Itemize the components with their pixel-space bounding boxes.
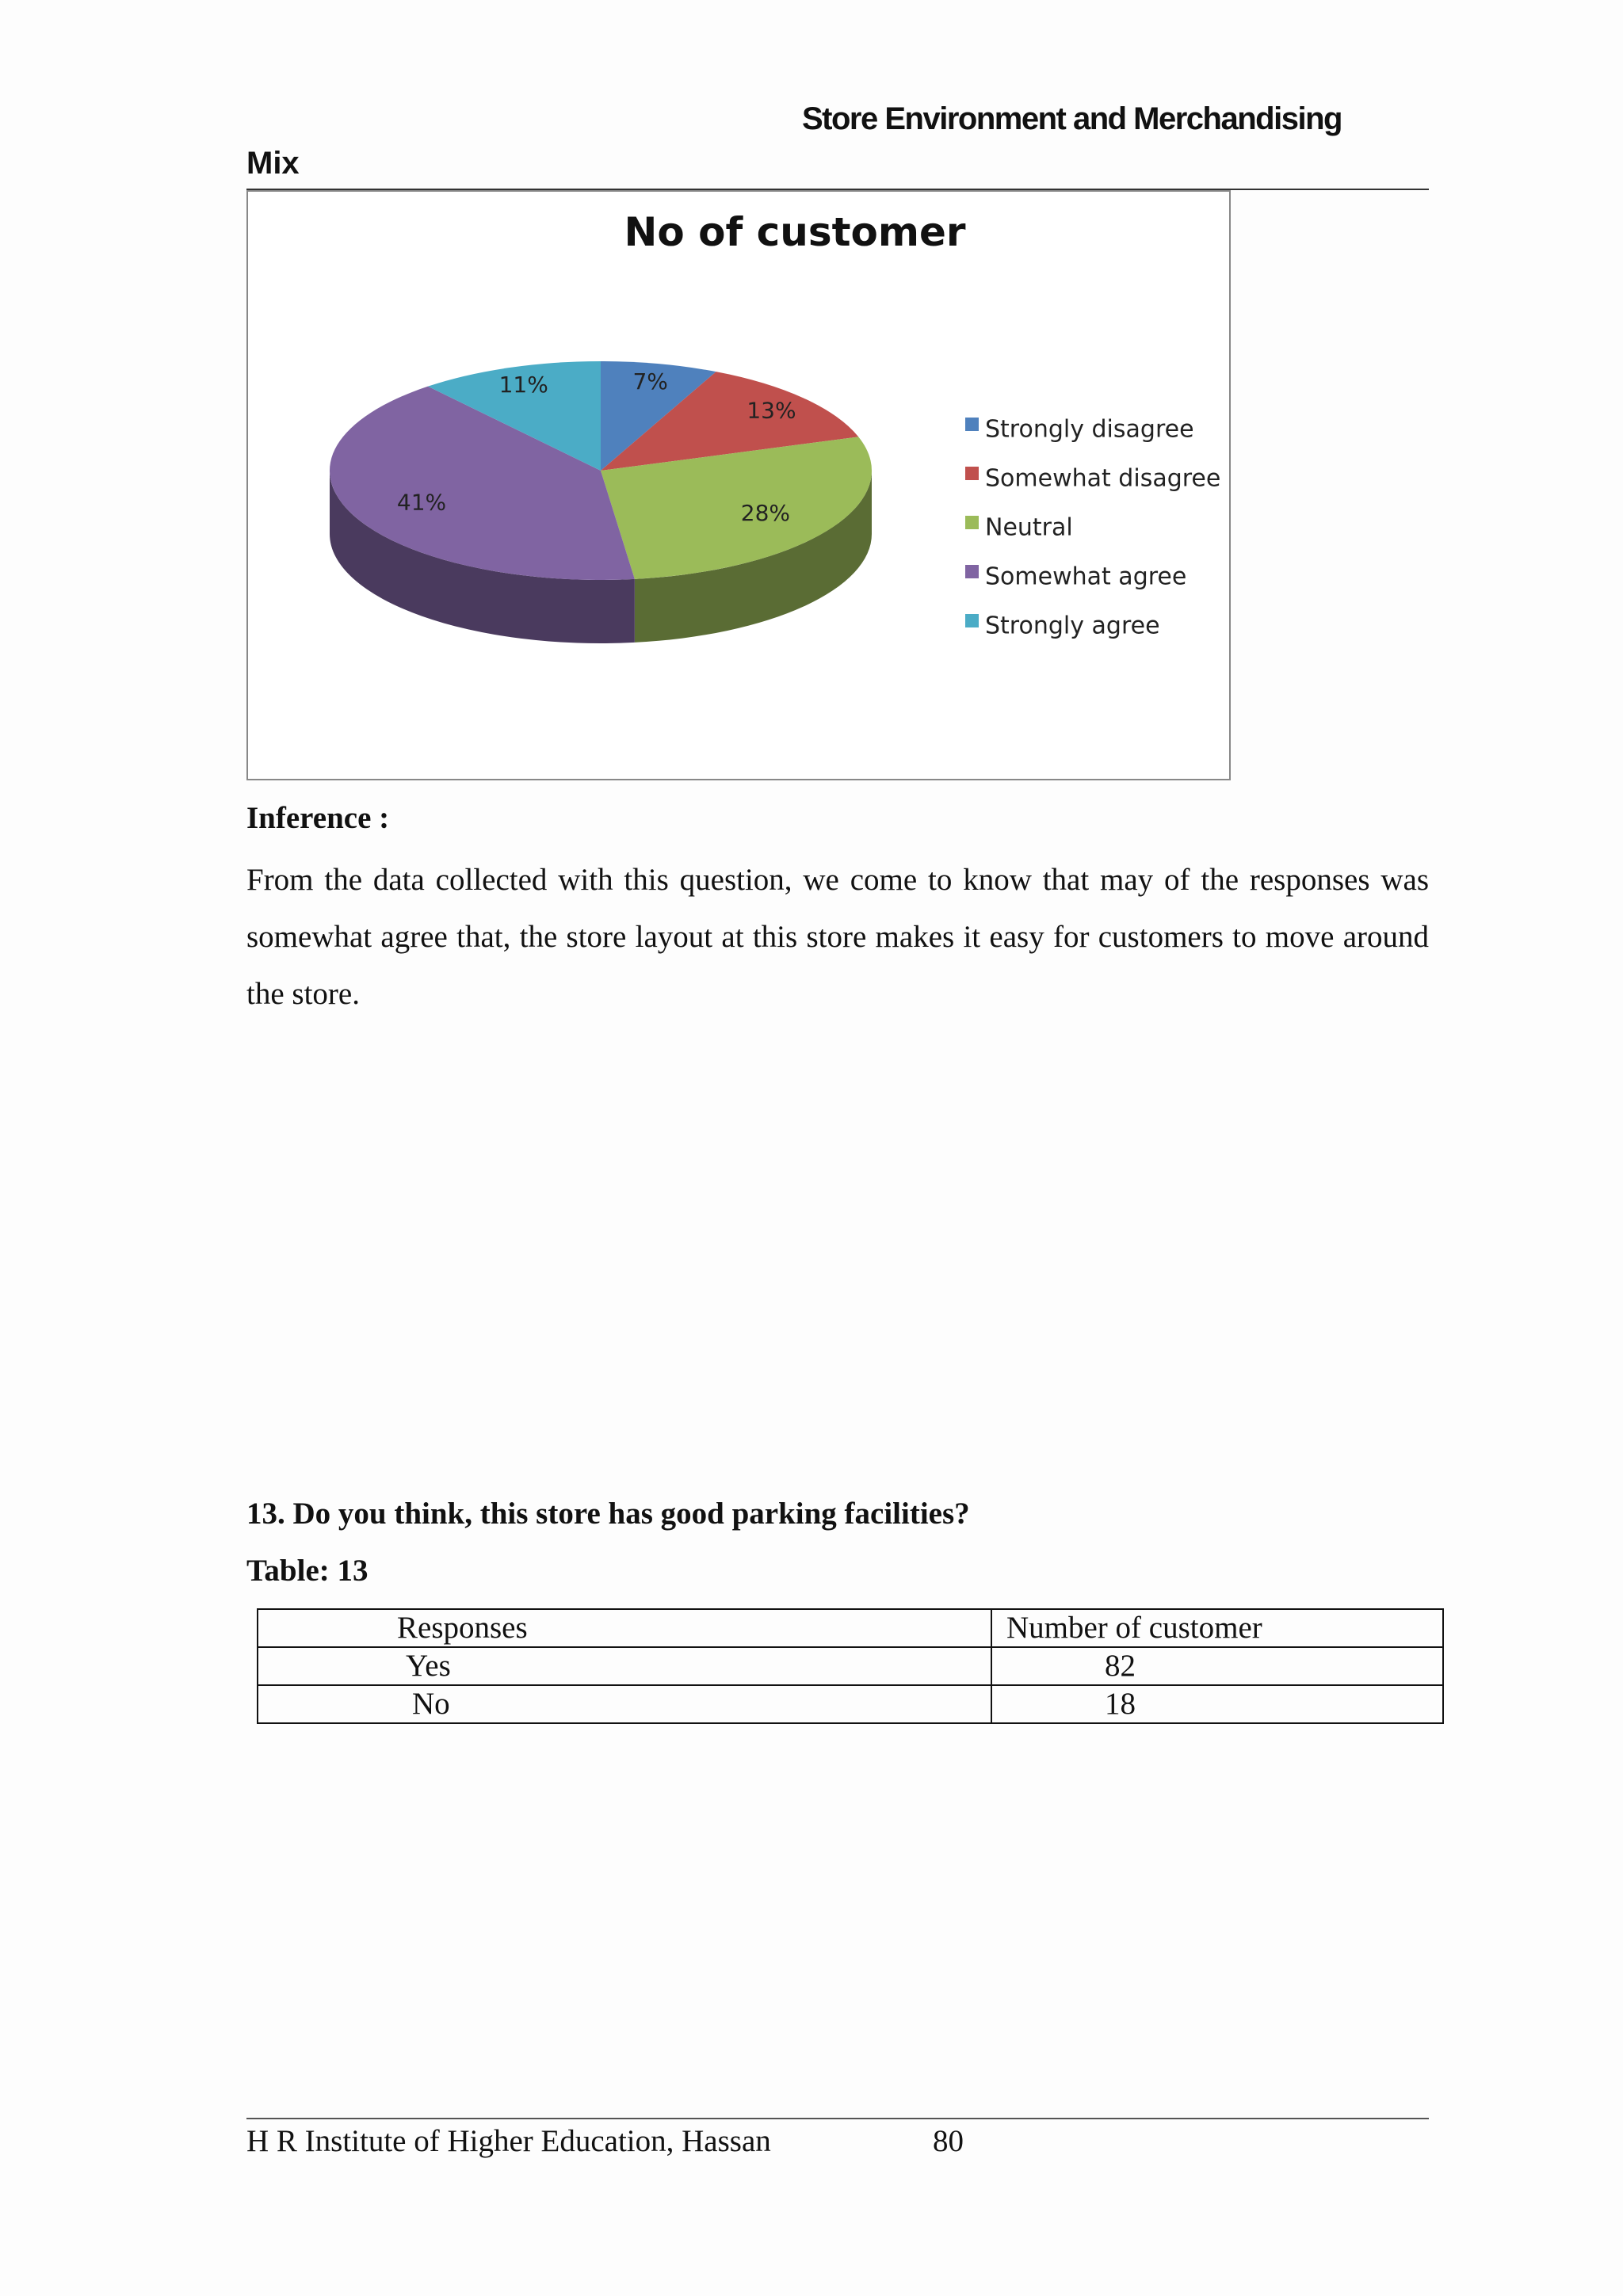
legend-label: Somewhat disagree [985,464,1221,493]
table-header-row [258,1609,1443,1647]
legend-label: Strongly disagree [985,415,1194,444]
inference-paragraph: From the data collected with this question, we come to know that may of the responses was somewhat agree that, the store layout at this store makes it easy for customers to move around the store. [246,863,1429,1011]
question-heading: 13. Do you think, this store has good parking facilities? [246,1497,970,1531]
page-number: 80 [933,2124,964,2158]
table-cell-response: Yes [258,1647,991,1685]
legend-swatch [965,614,979,627]
footer-institution: H R Institute of Higher Education, Hassan [246,2124,771,2158]
running-header-title: Store Environment and Merchandising [802,101,1342,136]
legend-label: Strongly agree [985,612,1160,640]
pie-data-label: 7% [632,368,668,395]
legend-swatch [965,565,979,578]
legend-swatch [965,467,979,480]
footer-divider [246,2118,1429,2119]
table-cell-count: 18 [991,1685,1443,1723]
chart-title: No of customer [624,209,966,255]
table-cell-response: No [258,1685,991,1723]
table-caption: Table: 13 [246,1554,369,1588]
legend-swatch [965,418,979,431]
table-header-count: Number of customer [991,1609,1443,1647]
pie-data-label: 28% [740,500,791,527]
pie-data-label: 41% [396,489,447,516]
pie-chart [248,192,1232,782]
pie-data-label: 11% [498,371,548,398]
running-header-subtitle: Mix [246,146,300,181]
legend-label: Neutral [985,513,1073,542]
table-row [258,1685,1443,1723]
legend-label: Somewhat agree [985,563,1187,591]
pie-chart-frame [246,190,1231,780]
responses-table [257,1608,1444,1724]
pie-data-label: 13% [747,397,796,424]
table-header-responses: Responses [258,1609,991,1647]
inference-heading: Inference : [246,801,390,835]
legend-swatch [965,516,979,529]
table-cell-count: 82 [991,1647,1443,1685]
table-row [258,1647,1443,1685]
